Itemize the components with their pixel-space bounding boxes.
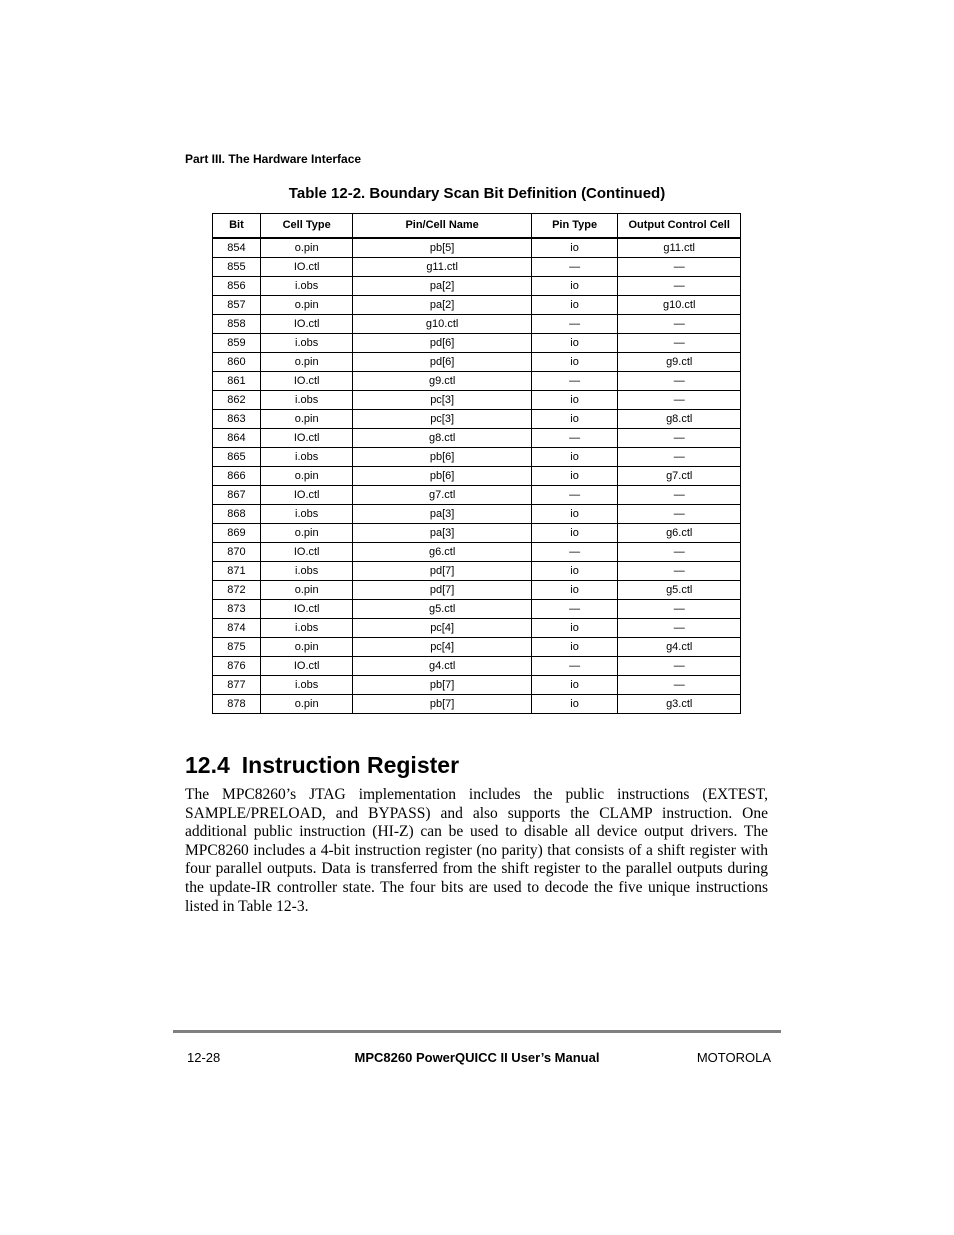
cell-output-control-cell: g9.ctl — [618, 353, 741, 372]
cell-bit: 874 — [213, 619, 261, 638]
cell-cell-type: IO.ctl — [260, 372, 353, 391]
table-row — [213, 448, 741, 467]
cell-pin-cell-name: g5.ctl — [353, 600, 531, 619]
cell-pin-type: — — [531, 657, 618, 676]
table-row — [213, 372, 741, 391]
cell-pin-cell-name: g6.ctl — [353, 543, 531, 562]
cell-output-control-cell: — — [618, 429, 741, 448]
section-title: Instruction Register — [241, 752, 460, 778]
cell-output-control-cell: g10.ctl — [618, 296, 741, 315]
cell-cell-type: i.obs — [260, 277, 353, 296]
table-row — [213, 296, 741, 315]
cell-cell-type: o.pin — [260, 410, 353, 429]
cell-output-control-cell: — — [618, 486, 741, 505]
header-pin-type: Pin Type — [531, 214, 618, 239]
table-row — [213, 619, 741, 638]
header-pin-cell-name: Pin/Cell Name — [353, 214, 531, 239]
table-row — [213, 429, 741, 448]
cell-pin-cell-name: pb[5] — [353, 238, 531, 258]
table-row — [213, 600, 741, 619]
cell-output-control-cell: g3.ctl — [618, 695, 741, 714]
cell-pin-cell-name: pd[7] — [353, 562, 531, 581]
cell-pin-cell-name: pb[6] — [353, 448, 531, 467]
cell-bit: 869 — [213, 524, 261, 543]
cell-pin-type: io — [531, 391, 618, 410]
cell-output-control-cell: — — [618, 448, 741, 467]
cell-cell-type: o.pin — [260, 581, 353, 600]
cell-bit: 857 — [213, 296, 261, 315]
cell-cell-type: o.pin — [260, 467, 353, 486]
cell-pin-cell-name: pc[3] — [353, 391, 531, 410]
cell-pin-type: — — [531, 429, 618, 448]
cell-pin-type: io — [531, 524, 618, 543]
cell-bit: 862 — [213, 391, 261, 410]
table-row — [213, 258, 741, 277]
cell-cell-type: o.pin — [260, 296, 353, 315]
cell-pin-cell-name: pb[7] — [353, 676, 531, 695]
table-row — [213, 524, 741, 543]
table-row — [213, 562, 741, 581]
cell-bit: 859 — [213, 334, 261, 353]
cell-pin-type: — — [531, 600, 618, 619]
table-row — [213, 334, 741, 353]
cell-cell-type: IO.ctl — [260, 486, 353, 505]
cell-pin-type: io — [531, 277, 618, 296]
cell-bit: 865 — [213, 448, 261, 467]
cell-pin-cell-name: g7.ctl — [353, 486, 531, 505]
cell-pin-type: — — [531, 258, 618, 277]
cell-cell-type: i.obs — [260, 391, 353, 410]
cell-bit: 863 — [213, 410, 261, 429]
boundary-scan-table — [212, 213, 741, 714]
cell-pin-type: io — [531, 638, 618, 657]
table-row — [213, 353, 741, 372]
cell-output-control-cell: g11.ctl — [618, 238, 741, 258]
cell-pin-type: io — [531, 410, 618, 429]
cell-bit: 867 — [213, 486, 261, 505]
cell-bit: 872 — [213, 581, 261, 600]
footer-page-number: 12-28 — [187, 1050, 221, 1065]
table-row — [213, 676, 741, 695]
footer-manual-title: MPC8260 PowerQUICC II User’s Manual — [354, 1050, 600, 1065]
cell-cell-type: IO.ctl — [260, 543, 353, 562]
cell-pin-type: — — [531, 315, 618, 334]
cell-pin-type: — — [531, 486, 618, 505]
cell-output-control-cell: — — [618, 372, 741, 391]
cell-bit: 877 — [213, 676, 261, 695]
cell-output-control-cell: — — [618, 676, 741, 695]
cell-cell-type: o.pin — [260, 238, 353, 258]
cell-pin-type: — — [531, 543, 618, 562]
cell-pin-type: io — [531, 448, 618, 467]
section-heading — [185, 752, 459, 779]
cell-pin-cell-name: g4.ctl — [353, 657, 531, 676]
cell-bit: 878 — [213, 695, 261, 714]
table-body — [213, 238, 741, 714]
cell-output-control-cell: — — [618, 619, 741, 638]
cell-output-control-cell: — — [618, 258, 741, 277]
table-title: Table 12-2. Boundary Scan Bit Definition (Continued) — [288, 185, 666, 202]
cell-cell-type: o.pin — [260, 524, 353, 543]
cell-bit: 860 — [213, 353, 261, 372]
cell-cell-type: i.obs — [260, 334, 353, 353]
cell-bit: 871 — [213, 562, 261, 581]
cell-output-control-cell: — — [618, 657, 741, 676]
cell-pin-type: io — [531, 581, 618, 600]
cell-pin-type: io — [531, 619, 618, 638]
running-head: Part III. The Hardware Interface — [185, 152, 362, 166]
section-paragraph: The MPC8260’s JTAG implementation includes the public instructions (EXTEST, SAMPLE/PRELOAD, and BYPASS) and also supports the CLAMP instruction. One additional public instruction (HI-Z) can be used to disable all device output drivers. The MPC8260 includes a 4-bit instruction register (no parity) that consists of a shift register with four parallel outputs. Data is transferred from the shift register to the parallel outputs during the update-IR controller state. The four bits are used to decode the five unique instructions listed in Table 12-3. — [185, 786, 768, 915]
cell-pin-cell-name: pb[7] — [353, 695, 531, 714]
table-row — [213, 391, 741, 410]
cell-output-control-cell: — — [618, 562, 741, 581]
cell-bit: 858 — [213, 315, 261, 334]
cell-bit: 870 — [213, 543, 261, 562]
cell-output-control-cell: — — [618, 334, 741, 353]
cell-output-control-cell: g4.ctl — [618, 638, 741, 657]
cell-bit: 868 — [213, 505, 261, 524]
cell-cell-type: IO.ctl — [260, 600, 353, 619]
cell-output-control-cell: — — [618, 391, 741, 410]
cell-output-control-cell: — — [618, 277, 741, 296]
cell-pin-cell-name: pd[6] — [353, 353, 531, 372]
cell-pin-cell-name: pc[4] — [353, 638, 531, 657]
cell-pin-type: io — [531, 467, 618, 486]
cell-pin-cell-name: g11.ctl — [353, 258, 531, 277]
cell-bit: 861 — [213, 372, 261, 391]
cell-bit: 873 — [213, 600, 261, 619]
cell-output-control-cell: — — [618, 543, 741, 562]
cell-cell-type: IO.ctl — [260, 429, 353, 448]
cell-pin-cell-name: pc[3] — [353, 410, 531, 429]
section-number: 12.4 — [185, 752, 230, 778]
cell-pin-cell-name: g9.ctl — [353, 372, 531, 391]
cell-pin-type: io — [531, 296, 618, 315]
table-row — [213, 638, 741, 657]
cell-cell-type: IO.ctl — [260, 258, 353, 277]
cell-output-control-cell: — — [618, 315, 741, 334]
table-row — [213, 657, 741, 676]
cell-pin-cell-name: pd[6] — [353, 334, 531, 353]
table-row — [213, 277, 741, 296]
cell-pin-type: io — [531, 676, 618, 695]
cell-pin-type: io — [531, 334, 618, 353]
cell-pin-cell-name: g8.ctl — [353, 429, 531, 448]
header-cell-type: Cell Type — [260, 214, 353, 239]
footer-rule — [173, 1030, 781, 1033]
cell-cell-type: i.obs — [260, 448, 353, 467]
cell-pin-cell-name: pd[7] — [353, 581, 531, 600]
cell-cell-type: IO.ctl — [260, 657, 353, 676]
cell-bit: 875 — [213, 638, 261, 657]
cell-pin-cell-name: pa[2] — [353, 277, 531, 296]
cell-output-control-cell: — — [618, 505, 741, 524]
cell-pin-type: io — [531, 505, 618, 524]
cell-bit: 855 — [213, 258, 261, 277]
table-row — [213, 505, 741, 524]
cell-pin-type: io — [531, 562, 618, 581]
cell-output-control-cell: g7.ctl — [618, 467, 741, 486]
table-row — [213, 467, 741, 486]
cell-output-control-cell: g8.ctl — [618, 410, 741, 429]
header-output-control-cell: Output Control Cell — [618, 214, 741, 239]
cell-pin-type: io — [531, 238, 618, 258]
cell-cell-type: i.obs — [260, 676, 353, 695]
cell-pin-cell-name: pb[6] — [353, 467, 531, 486]
cell-pin-type: io — [531, 353, 618, 372]
cell-pin-cell-name: g10.ctl — [353, 315, 531, 334]
table-header-row — [213, 214, 741, 239]
cell-bit: 854 — [213, 238, 261, 258]
cell-pin-type: — — [531, 372, 618, 391]
cell-pin-type: io — [531, 695, 618, 714]
table-row — [213, 315, 741, 334]
cell-output-control-cell: — — [618, 600, 741, 619]
cell-pin-cell-name: pc[4] — [353, 619, 531, 638]
cell-pin-cell-name: pa[3] — [353, 505, 531, 524]
cell-output-control-cell: g5.ctl — [618, 581, 741, 600]
table-row — [213, 543, 741, 562]
cell-bit: 864 — [213, 429, 261, 448]
cell-bit: 876 — [213, 657, 261, 676]
cell-cell-type: IO.ctl — [260, 315, 353, 334]
cell-pin-cell-name: pa[3] — [353, 524, 531, 543]
table-row — [213, 486, 741, 505]
cell-output-control-cell: g6.ctl — [618, 524, 741, 543]
table-row — [213, 410, 741, 429]
table-row — [213, 695, 741, 714]
cell-bit: 866 — [213, 467, 261, 486]
cell-pin-cell-name: pa[2] — [353, 296, 531, 315]
footer-publisher: MOTOROLA — [696, 1050, 771, 1065]
cell-cell-type: o.pin — [260, 638, 353, 657]
cell-bit: 856 — [213, 277, 261, 296]
table-row — [213, 581, 741, 600]
cell-cell-type: o.pin — [260, 353, 353, 372]
cell-cell-type: o.pin — [260, 695, 353, 714]
cell-cell-type: i.obs — [260, 619, 353, 638]
header-bit: Bit — [213, 214, 261, 239]
cell-cell-type: i.obs — [260, 505, 353, 524]
table-row — [213, 238, 741, 258]
cell-cell-type: i.obs — [260, 562, 353, 581]
